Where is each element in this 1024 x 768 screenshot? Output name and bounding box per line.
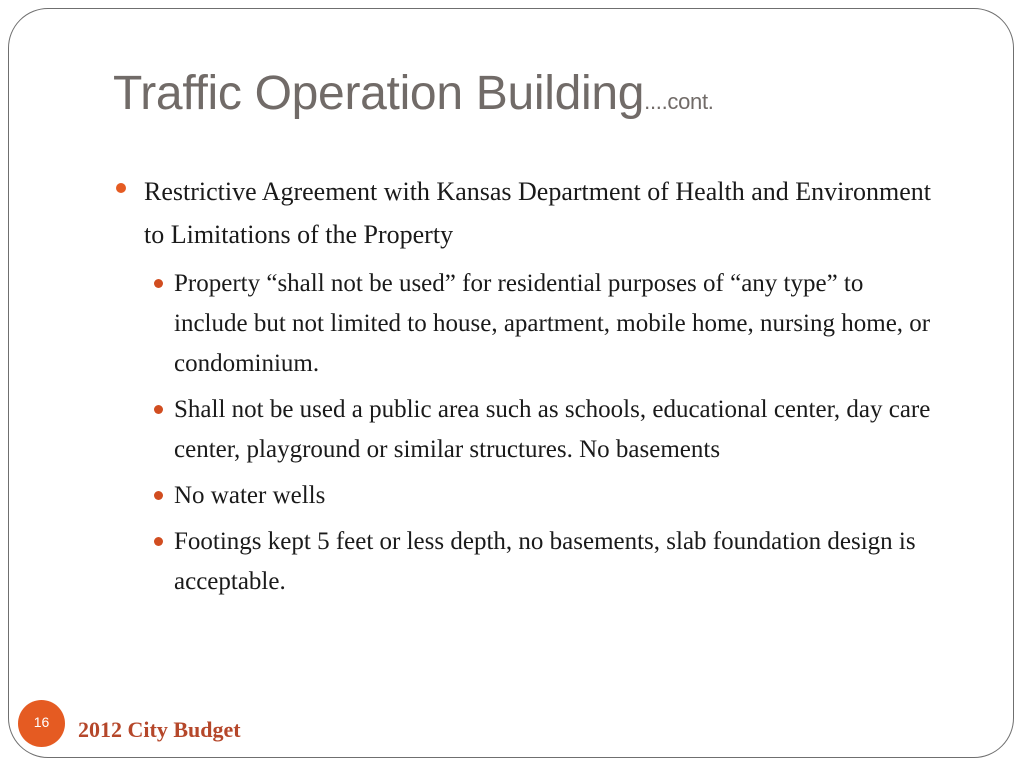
bullet-dot-icon [154,279,163,288]
sub-bullet-item [116,390,936,470]
slide-body [116,170,936,608]
slide-title-suffix: ....cont. [644,89,714,114]
main-bullet-text: Restrictive Agreement with Kansas Department of Health and Environment to Limitations of the Property [144,177,931,249]
sub-bullet-text: Footings kept 5 feet or less depth, no basements, slab foundation design is acceptable. [174,528,916,595]
page-number-badge: 16 [18,700,65,747]
slide-title [113,66,714,121]
bullet-dot-icon [116,183,126,193]
sub-bullet-item [116,264,936,384]
sub-bullet-text: Shall not be used a public area such as schools, educational center, day care center, playground or similar structures. No basements [174,396,931,463]
sub-bullet-item [116,522,936,602]
footer-text: 2012 City Budget [78,717,241,742]
sub-bullet-text: No water wells [174,482,326,509]
bullet-dot-icon [154,491,163,500]
sub-bullet-list [116,264,936,602]
bullet-dot-icon [154,405,163,414]
sub-bullet-text: Property “shall not be used” for residential purposes of “any type” to include but not limited to house, apartment, mobile home, nursing home, or condominium. [174,270,931,377]
slide-title-main: Traffic Operation Building [113,67,645,120]
main-bullet-item [116,170,936,256]
sub-bullet-item [116,476,936,516]
bullet-dot-icon [154,537,163,546]
